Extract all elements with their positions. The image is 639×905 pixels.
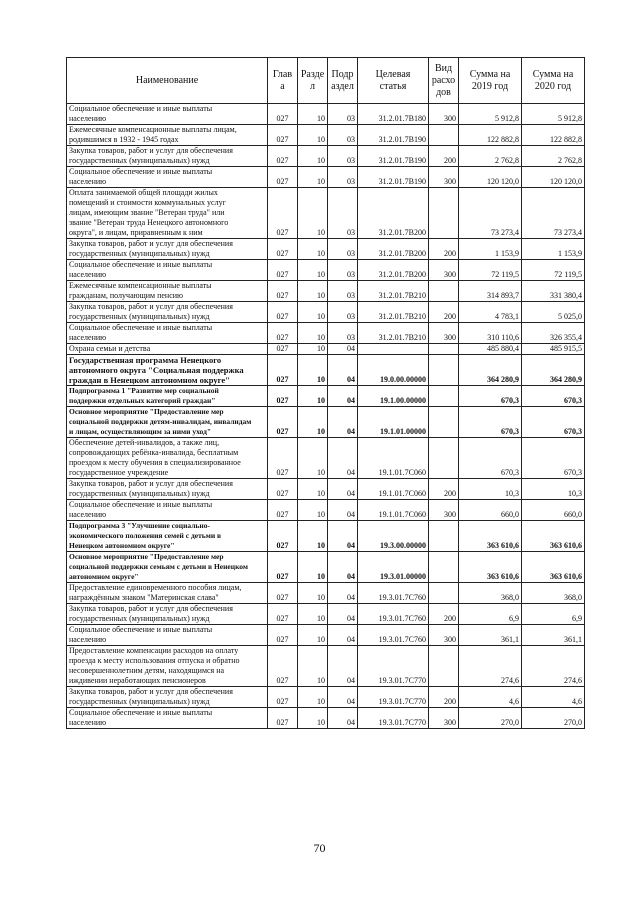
- table-row: [67, 386, 585, 407]
- row-sum-2020: 10,3: [522, 479, 585, 500]
- table-row: [67, 500, 585, 521]
- row-glava: 027: [268, 323, 298, 344]
- row-name: Закупка товаров, работ и услуг для обеспечения государственных (муниципальных) нужд: [67, 239, 268, 260]
- row-target: 19.3.01.7С770: [358, 708, 429, 729]
- row-name: Предоставление единовременного пособия лицам, награждённым знаком "Материнская слава": [67, 583, 268, 604]
- row-razdel: 10: [298, 104, 328, 125]
- row-vid: [429, 583, 459, 604]
- row-name: Основное мероприятие "Предоставление мер социальной поддержки детям-инвалидам, инвалидам и лицам, осуществляющим за ними уход": [67, 407, 268, 438]
- row-razdel: 10: [298, 146, 328, 167]
- row-podrazdel: 04: [328, 386, 358, 407]
- row-podrazdel: 03: [328, 281, 358, 302]
- table-header-row: [67, 58, 585, 104]
- row-razdel: 10: [298, 323, 328, 344]
- header-razdel: Разде л: [298, 58, 328, 104]
- row-sum-2019: 73 273,4: [459, 188, 522, 239]
- row-glava: 027: [268, 344, 298, 355]
- row-sum-2019: 4,6: [459, 687, 522, 708]
- table-row: [67, 146, 585, 167]
- table-row: [67, 281, 585, 302]
- row-razdel: 10: [298, 407, 328, 438]
- row-sum-2020: 122 882,8: [522, 125, 585, 146]
- row-sum-2020: 331 380,4: [522, 281, 585, 302]
- row-podrazdel: 04: [328, 479, 358, 500]
- row-podrazdel: 03: [328, 104, 358, 125]
- row-vid: 200: [429, 604, 459, 625]
- row-name: Ежемесячные компенсационные выплаты лицам, родившимся в 1932 - 1945 годах: [67, 125, 268, 146]
- row-podrazdel: 04: [328, 583, 358, 604]
- row-sum-2020: 5 025,0: [522, 302, 585, 323]
- row-sum-2019: 270,0: [459, 708, 522, 729]
- row-target: 19.3.01.7С770: [358, 646, 429, 687]
- row-sum-2020: 485 915,5: [522, 344, 585, 355]
- row-sum-2019: 485 880,4: [459, 344, 522, 355]
- row-vid: [429, 438, 459, 479]
- row-razdel: 10: [298, 583, 328, 604]
- table-row: [67, 604, 585, 625]
- row-podrazdel: 03: [328, 302, 358, 323]
- row-sum-2019: 670,3: [459, 386, 522, 407]
- row-vid: [429, 355, 459, 386]
- row-podrazdel: 04: [328, 604, 358, 625]
- row-glava: 027: [268, 146, 298, 167]
- row-target: 31.2.01.7В190: [358, 125, 429, 146]
- table-row: [67, 479, 585, 500]
- row-sum-2020: 670,3: [522, 386, 585, 407]
- row-sum-2019: 364 280,9: [459, 355, 522, 386]
- row-sum-2020: 5 912,8: [522, 104, 585, 125]
- row-podrazdel: 04: [328, 625, 358, 646]
- row-podrazdel: 04: [328, 521, 358, 552]
- row-vid: 300: [429, 708, 459, 729]
- row-glava: 027: [268, 104, 298, 125]
- row-vid: 200: [429, 146, 459, 167]
- row-name: Закупка товаров, работ и услуг для обеспечения государственных (муниципальных) нужд: [67, 146, 268, 167]
- row-sum-2019: 310 110,6: [459, 323, 522, 344]
- row-target: 19.3.01.7С770: [358, 687, 429, 708]
- table-row: [67, 125, 585, 146]
- row-vid: 300: [429, 625, 459, 646]
- header-target: Целевая статья: [358, 58, 429, 104]
- row-sum-2019: 670,3: [459, 407, 522, 438]
- row-glava: 027: [268, 708, 298, 729]
- table-row: [67, 646, 585, 687]
- table-row: [67, 552, 585, 583]
- row-razdel: 10: [298, 646, 328, 687]
- row-target: 19.1.01.7С060: [358, 438, 429, 479]
- row-razdel: 10: [298, 708, 328, 729]
- row-sum-2020: 363 610,6: [522, 521, 585, 552]
- table-row: [67, 438, 585, 479]
- row-podrazdel: 04: [328, 407, 358, 438]
- row-podrazdel: 04: [328, 438, 358, 479]
- row-razdel: 10: [298, 344, 328, 355]
- row-sum-2019: 5 912,8: [459, 104, 522, 125]
- row-target: 19.1.01.7С060: [358, 479, 429, 500]
- row-sum-2020: 670,3: [522, 407, 585, 438]
- row-podrazdel: 03: [328, 188, 358, 239]
- row-name: Социальное обеспечение и иные выплаты населению: [67, 167, 268, 188]
- row-podrazdel: 03: [328, 260, 358, 281]
- budget-table: [66, 57, 585, 729]
- row-sum-2020: 326 355,4: [522, 323, 585, 344]
- row-name: Социальное обеспечение и иные выплаты населению: [67, 625, 268, 646]
- row-glava: 027: [268, 167, 298, 188]
- row-name: Государственная программа Ненецкого автономного округа "Социальная поддержка граждан в Ненецком автономном округе": [67, 355, 268, 386]
- row-name: Закупка товаров, работ и услуг для обеспечения государственных (муниципальных) нужд: [67, 302, 268, 323]
- row-target: 19.1.01.00000: [358, 407, 429, 438]
- row-podrazdel: 03: [328, 125, 358, 146]
- row-glava: 027: [268, 281, 298, 302]
- row-sum-2019: 10,3: [459, 479, 522, 500]
- row-razdel: 10: [298, 479, 328, 500]
- row-sum-2020: 361,1: [522, 625, 585, 646]
- table-row: [67, 167, 585, 188]
- row-vid: [429, 552, 459, 583]
- row-podrazdel: 04: [328, 687, 358, 708]
- row-sum-2019: 72 119,5: [459, 260, 522, 281]
- row-razdel: 10: [298, 302, 328, 323]
- row-target: 19.1.01.7С060: [358, 500, 429, 521]
- row-name: Закупка товаров, работ и услуг для обеспечения государственных (муниципальных) нужд: [67, 604, 268, 625]
- header-vid: Вид расхо дов: [429, 58, 459, 104]
- row-name: Подпрограмма 1 "Развитие мер социальной поддержки отдельных категорий граждан": [67, 386, 268, 407]
- row-razdel: 10: [298, 281, 328, 302]
- row-sum-2019: 361,1: [459, 625, 522, 646]
- row-glava: 027: [268, 407, 298, 438]
- table-row: [67, 583, 585, 604]
- row-sum-2019: 363 610,6: [459, 521, 522, 552]
- row-vid: 300: [429, 260, 459, 281]
- row-glava: 027: [268, 239, 298, 260]
- row-sum-2019: 1 153,9: [459, 239, 522, 260]
- row-vid: [429, 407, 459, 438]
- table-row: [67, 355, 585, 386]
- row-razdel: 10: [298, 604, 328, 625]
- row-vid: 300: [429, 104, 459, 125]
- row-glava: 027: [268, 552, 298, 583]
- row-target: 31.2.01.7В200: [358, 260, 429, 281]
- row-razdel: 10: [298, 552, 328, 583]
- row-vid: [429, 386, 459, 407]
- row-sum-2019: 670,3: [459, 438, 522, 479]
- row-target: 19.0.00.00000: [358, 355, 429, 386]
- row-glava: 027: [268, 687, 298, 708]
- row-vid: 200: [429, 239, 459, 260]
- row-razdel: 10: [298, 239, 328, 260]
- row-vid: [429, 344, 459, 355]
- table-row: [67, 407, 585, 438]
- header-sum-2019: Сумма на 2019 год: [459, 58, 522, 104]
- row-sum-2020: 1 153,9: [522, 239, 585, 260]
- row-sum-2019: 4 783,1: [459, 302, 522, 323]
- row-glava: 027: [268, 521, 298, 552]
- row-target: 31.2.01.7В210: [358, 281, 429, 302]
- row-sum-2020: 363 610,6: [522, 552, 585, 583]
- row-sum-2020: 6,9: [522, 604, 585, 625]
- row-razdel: 10: [298, 521, 328, 552]
- row-sum-2019: 368,0: [459, 583, 522, 604]
- row-target: 19.3.01.00000: [358, 552, 429, 583]
- row-vid: [429, 188, 459, 239]
- row-target: 19.3.01.7С760: [358, 583, 429, 604]
- row-glava: 027: [268, 355, 298, 386]
- row-podrazdel: 04: [328, 355, 358, 386]
- row-podrazdel: 03: [328, 146, 358, 167]
- row-name: Социальное обеспечение и иные выплаты населению: [67, 500, 268, 521]
- row-podrazdel: 04: [328, 646, 358, 687]
- row-target: 31.2.01.7В190: [358, 167, 429, 188]
- row-sum-2020: 660,0: [522, 500, 585, 521]
- row-target: 31.2.01.7В190: [358, 146, 429, 167]
- table-row: [67, 708, 585, 729]
- row-glava: 027: [268, 500, 298, 521]
- row-name: Социальное обеспечение и иные выплаты населению: [67, 323, 268, 344]
- row-name: Социальное обеспечение и иные выплаты населению: [67, 708, 268, 729]
- row-target: 19.3.01.7С760: [358, 604, 429, 625]
- row-target: 31.2.01.7В210: [358, 302, 429, 323]
- row-target: 31.2.01.7В200: [358, 239, 429, 260]
- row-sum-2019: 122 882,8: [459, 125, 522, 146]
- row-target: 31.2.01.7В180: [358, 104, 429, 125]
- row-razdel: 10: [298, 125, 328, 146]
- row-target: 19.3.00.00000: [358, 521, 429, 552]
- row-name: Основное мероприятие "Предоставление мер социальной поддержки семьям с детьми в Ненецком автономном округе": [67, 552, 268, 583]
- row-sum-2020: 73 273,4: [522, 188, 585, 239]
- row-razdel: 10: [298, 625, 328, 646]
- table-row: [67, 323, 585, 344]
- row-razdel: 10: [298, 260, 328, 281]
- table-row: [67, 521, 585, 552]
- row-name: Ежемесячные компенсационные выплаты гражданам, получающим пенсию: [67, 281, 268, 302]
- row-name: Охрана семьи и детства: [67, 344, 268, 355]
- table-row: [67, 260, 585, 281]
- row-razdel: 10: [298, 188, 328, 239]
- row-target: [358, 344, 429, 355]
- row-glava: 027: [268, 646, 298, 687]
- table-row: [67, 239, 585, 260]
- row-glava: 027: [268, 438, 298, 479]
- table-row: [67, 625, 585, 646]
- row-sum-2020: 2 762,8: [522, 146, 585, 167]
- row-vid: 300: [429, 500, 459, 521]
- row-target: 19.3.01.7С760: [358, 625, 429, 646]
- page-number: 70: [313, 841, 326, 855]
- row-target: 19.1.00.00000: [358, 386, 429, 407]
- row-glava: 027: [268, 125, 298, 146]
- row-name: Закупка товаров, работ и услуг для обеспечения государственных (муниципальных) нужд: [67, 687, 268, 708]
- header-podrazdel: Подр аздел: [328, 58, 358, 104]
- row-sum-2020: 270,0: [522, 708, 585, 729]
- row-razdel: 10: [298, 386, 328, 407]
- row-vid: 200: [429, 479, 459, 500]
- row-sum-2020: 72 119,5: [522, 260, 585, 281]
- table-row: [67, 344, 585, 355]
- row-vid: 200: [429, 302, 459, 323]
- row-sum-2020: 120 120,0: [522, 167, 585, 188]
- row-sum-2020: 364 280,9: [522, 355, 585, 386]
- row-podrazdel: 03: [328, 323, 358, 344]
- table-row: [67, 302, 585, 323]
- row-vid: 300: [429, 167, 459, 188]
- row-name: Предоставление компенсации расходов на оплату проезда к месту использования отпуска и обратно несовершеннолетним детям, находящимся на иждивении неработающих пенсионеров: [67, 646, 268, 687]
- row-target: 31.2.01.7В210: [358, 323, 429, 344]
- row-sum-2019: 660,0: [459, 500, 522, 521]
- row-name: Оплата занимаемой общей площади жилых помещений и стоимости коммунальных услуг лицам, имеющим звание "Ветеран труда" или звание "Ветеран труда Ненецкого автономного округа", и лицам, приравненным к ним: [67, 188, 268, 239]
- row-vid: [429, 646, 459, 687]
- row-name: Подпрограмма 3 "Улучшение социально- экономического положения семей с детьми в Ненецком автономном округе": [67, 521, 268, 552]
- table-row: [67, 104, 585, 125]
- row-name: Закупка товаров, работ и услуг для обеспечения государственных (муниципальных) нужд: [67, 479, 268, 500]
- row-razdel: 10: [298, 687, 328, 708]
- row-target: 31.2.01.7В200: [358, 188, 429, 239]
- row-sum-2019: 120 120,0: [459, 167, 522, 188]
- row-glava: 027: [268, 188, 298, 239]
- row-vid: [429, 521, 459, 552]
- row-razdel: 10: [298, 438, 328, 479]
- row-razdel: 10: [298, 500, 328, 521]
- row-glava: 027: [268, 260, 298, 281]
- row-razdel: 10: [298, 355, 328, 386]
- row-name: Обеспечение детей-инвалидов, а также лиц, сопровождающих ребёнка-инвалида, бесплатным проездом к месту обучения в специализированное государственное учреждение: [67, 438, 268, 479]
- row-sum-2020: 274,6: [522, 646, 585, 687]
- row-glava: 027: [268, 302, 298, 323]
- row-glava: 027: [268, 604, 298, 625]
- row-name: Социальное обеспечение и иные выплаты населению: [67, 260, 268, 281]
- row-sum-2020: 4,6: [522, 687, 585, 708]
- row-podrazdel: 04: [328, 500, 358, 521]
- row-vid: 200: [429, 687, 459, 708]
- row-podrazdel: 04: [328, 344, 358, 355]
- row-sum-2019: 314 893,7: [459, 281, 522, 302]
- row-glava: 027: [268, 583, 298, 604]
- row-sum-2019: 6,9: [459, 604, 522, 625]
- row-sum-2019: 2 762,8: [459, 146, 522, 167]
- header-sum-2020: Сумма на 2020 год: [522, 58, 585, 104]
- row-glava: 027: [268, 386, 298, 407]
- row-glava: 027: [268, 625, 298, 646]
- row-razdel: 10: [298, 167, 328, 188]
- row-podrazdel: 04: [328, 708, 358, 729]
- row-vid: [429, 281, 459, 302]
- row-glava: 027: [268, 479, 298, 500]
- row-podrazdel: 04: [328, 552, 358, 583]
- row-name: Социальное обеспечение и иные выплаты населению: [67, 104, 268, 125]
- table-row: [67, 687, 585, 708]
- row-vid: [429, 125, 459, 146]
- row-sum-2019: 274,6: [459, 646, 522, 687]
- row-podrazdel: 03: [328, 167, 358, 188]
- row-sum-2019: 363 610,6: [459, 552, 522, 583]
- row-vid: 300: [429, 323, 459, 344]
- header-name: Наименование: [67, 58, 268, 104]
- table-row: [67, 188, 585, 239]
- row-sum-2020: 368,0: [522, 583, 585, 604]
- row-sum-2020: 670,3: [522, 438, 585, 479]
- header-glava: Глав а: [268, 58, 298, 104]
- row-podrazdel: 03: [328, 239, 358, 260]
